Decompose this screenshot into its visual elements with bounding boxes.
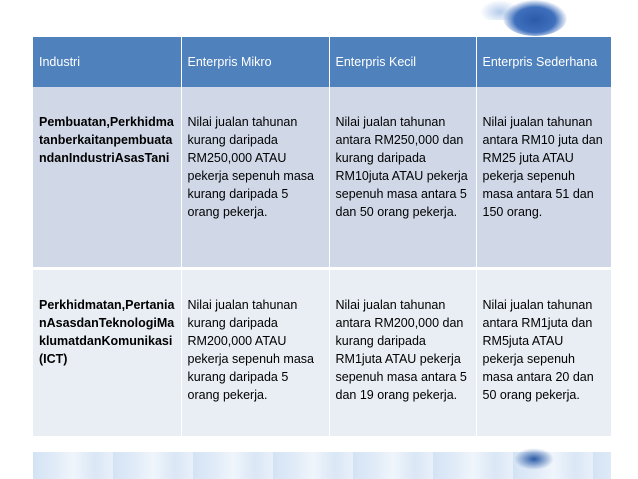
mikro-cell: Nilai jualan tahunan kurang daripada RM250,000 ATAU pekerja sepenuh masa kurang daripada 5 orang pekerja. [181, 87, 329, 269]
header-enterpris-mikro: Enterpris Mikro [181, 37, 329, 87]
mikro-cell: Nilai jualan tahunan kurang daripada RM200,000 ATAU pekerja sepenuh masa kurang daripada 5 orang pekerja. [181, 269, 329, 437]
sederhana-cell: Nilai jualan tahunan antara RM10 juta dan RM25 juta ATAU pekerja sepenuh masa antara 51 dan 150 orang. [476, 87, 611, 269]
kecil-cell: Nilai jualan tahunan antara RM250,000 dan kurang daripada RM10juta ATAU pekerja sepenuh masa antara 5 dan 50 orang pekerja. [329, 87, 476, 269]
table-row [33, 269, 611, 437]
sme-definition-table [33, 37, 611, 436]
sederhana-cell: Nilai jualan tahunan antara RM1juta dan RM5juta ATAU pekerja sepenuh masa antara 20 dan 50 orang pekerja. [476, 269, 611, 437]
industry-cell: Pembuatan,PerkhidmatanberkaitanpembuatandanIndustriAsasTani [33, 87, 181, 269]
industry-cell: Perkhidmatan,PertanianAsasdanTeknologiMaklumatdanKomunikasi(ICT) [33, 269, 181, 437]
header-industri: Industri [33, 37, 181, 87]
logo-icon [503, 0, 567, 36]
header-enterpris-kecil: Enterpris Kecil [329, 37, 476, 87]
table-row [33, 87, 611, 269]
table-header-row [33, 37, 611, 87]
header-enterpris-sederhana: Enterpris Sederhana [476, 37, 611, 87]
footer-logo-icon [514, 448, 554, 470]
kecil-cell: Nilai jualan tahunan antara RM200,000 dan kurang daripada RM1juta ATAU pekerja sepenuh masa antara 5 dan 19 orang pekerja. [329, 269, 476, 437]
